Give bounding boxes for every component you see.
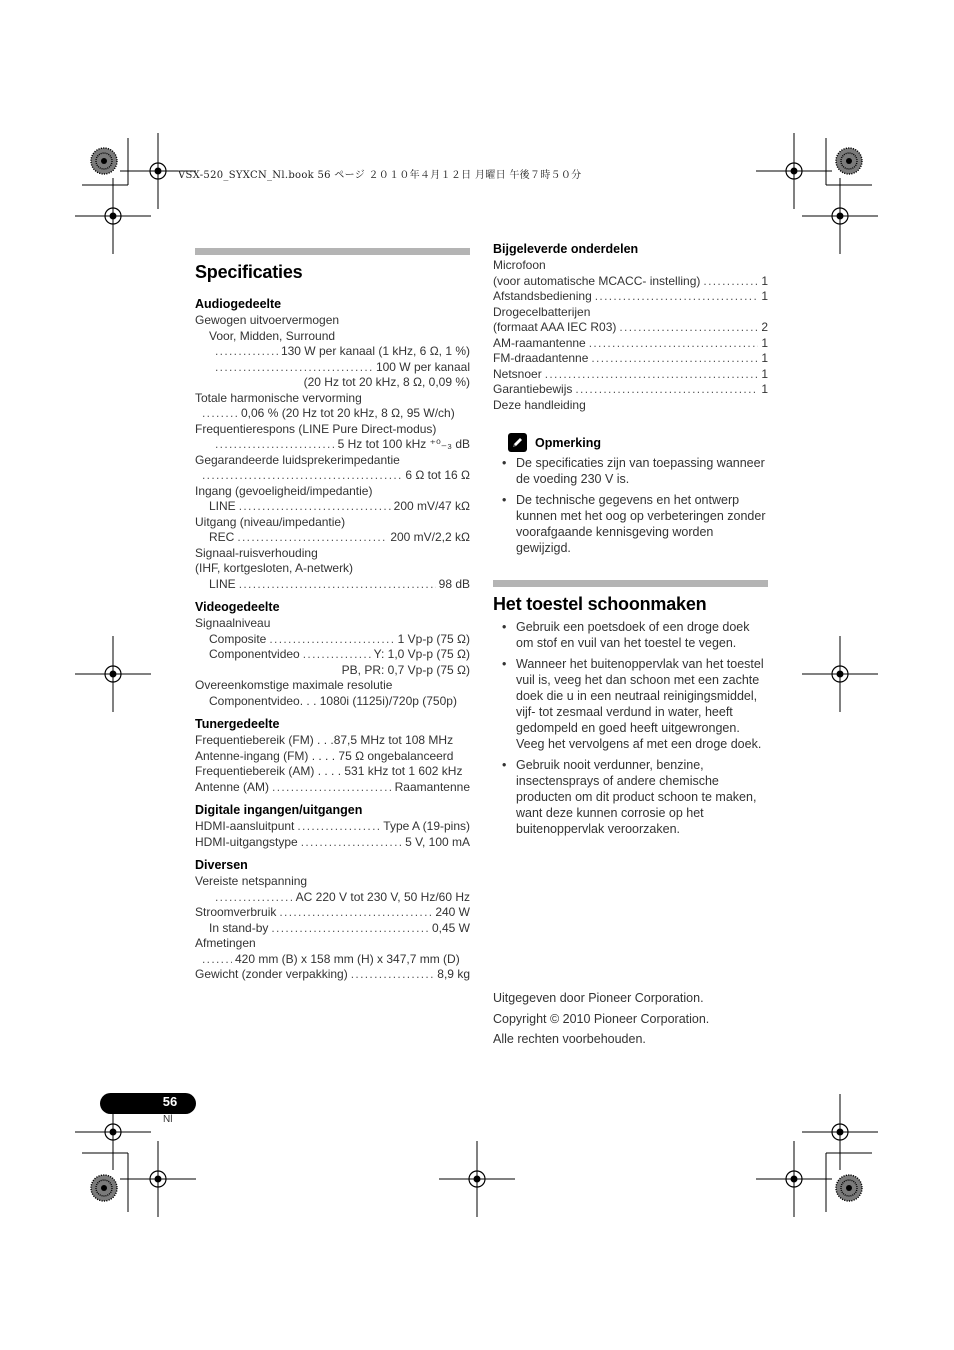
spec-line: Voor, Midden, Surround	[209, 328, 336, 343]
accessory-qty: 1	[761, 335, 768, 350]
spec-line: Signaalniveau	[195, 616, 271, 630]
audio-section	[195, 297, 470, 592]
publisher-info	[493, 988, 709, 1050]
accessory-qty: 2	[761, 320, 768, 334]
spec-line	[195, 890, 470, 906]
tuner-section	[195, 717, 470, 795]
spec-line: Gewogen uitvoervermogen	[195, 313, 340, 327]
accessory-line: Microfoon	[493, 258, 546, 272]
crosshair-mark	[120, 1141, 196, 1217]
spec-line: HDMI-uitgangstype . . . 5 V, 100 mA	[195, 835, 470, 851]
spec-line: Vereiste netspanning	[195, 874, 308, 888]
section-heading: Videogedeelte	[195, 600, 280, 614]
language-code: Nl	[163, 1114, 173, 1125]
spec-value: 420 mm (B) x 158 mm (H) x 347,7 mm (D)	[235, 951, 460, 966]
spec-line: LINE . . . 98 dB	[195, 577, 470, 593]
spec-line: Totale harmonische vervorming	[195, 390, 362, 405]
note-title: Opmerking	[535, 435, 601, 450]
supplied-accessories-section	[493, 242, 768, 413]
rights-line: Alle rechten voorbehouden.	[493, 1032, 646, 1046]
note-item: • De technische gegevens en het ontwerp kunnen met het oog op verbeteringen zonder voorafgaande kennisgeving worden gewijzigd.	[493, 492, 768, 556]
spec-value: 6 Ω tot 16 Ω	[405, 468, 470, 482]
spec-line	[195, 952, 470, 968]
spec-value: 98 dB	[438, 576, 470, 591]
video-section	[195, 600, 470, 709]
spec-line: Antenne-ingang (FM) . . . . 75 Ω ongebalanceerd	[195, 748, 454, 763]
spec-line	[195, 360, 470, 376]
spec-line: (IHF, kortgesloten, A-netwerk)	[195, 561, 354, 575]
spec-line: LINE . . . 200 mV/47 kΩ	[195, 499, 470, 515]
spec-value: 240 W	[435, 905, 470, 919]
spec-line: Stroomverbruik . . . 240 W	[195, 905, 470, 921]
spec-line: REC . . . 200 mV/2,2 kΩ	[195, 530, 470, 546]
section-heading: Audiogedeelte	[195, 297, 282, 311]
section-bar	[493, 580, 768, 587]
accessory-line: Afstandsbediening . . . 1	[493, 289, 768, 305]
note-item: • De specificaties zijn van toepassing wanneer de voeding 230 V is.	[493, 455, 768, 487]
spec-value: Type A (19-pins)	[383, 819, 470, 833]
spec-value: 8,9 kg	[437, 967, 470, 981]
right-column	[493, 238, 768, 842]
spec-line: Composite . . . 1 Vp-p (75 Ω)	[195, 632, 470, 648]
spec-line: (20 Hz tot 20 kHz, 8 Ω, 0,09 %)	[303, 375, 470, 389]
accessory-qty: 1	[761, 382, 768, 396]
accessory-line: FM-draadantenne . . . 1	[493, 351, 768, 367]
misc-section	[195, 858, 470, 983]
crosshair-mark	[75, 178, 151, 254]
spec-value: 1 Vp-p (75 Ω)	[397, 631, 470, 646]
crosshair-mark	[802, 1094, 878, 1170]
spec-line: Componentvideo . . . Y: 1,0 Vp-p (75 Ω)	[195, 647, 470, 663]
spec-line: HDMI-aansluitpunt . . . Type A (19-pins)	[195, 819, 470, 835]
accessory-line: (voor automatische MCACC- instelling) . . . 1	[493, 274, 768, 290]
note-pencil-icon	[508, 433, 527, 452]
section-heading: Digitale ingangen/uitgangen	[195, 803, 363, 817]
accessory-line: Drogecelbatterijen	[493, 304, 591, 319]
accessory-qty: 1	[761, 351, 768, 365]
publisher-line: Uitgegeven door Pioneer Corporation.	[493, 991, 704, 1005]
accessory-qty: 1	[761, 366, 768, 381]
cleaning-item: • Gebruik een poetsdoek of een droge doek om stof en vuil van het toestel te vegen.	[493, 619, 768, 651]
page-number: 56	[162, 1094, 178, 1109]
section-heading: Bijgeleverde onderdelen	[493, 242, 639, 256]
spec-value: AC 220 V tot 230 V, 50 Hz/60 Hz	[295, 889, 470, 904]
spec-line: Ingang (gevoeligheid/impedantie)	[195, 483, 373, 498]
spec-value: Y: 1,0 Vp-p (75 Ω)	[373, 647, 470, 661]
crosshair-mark	[802, 636, 878, 712]
digital-section	[195, 803, 470, 850]
cleaning-item: • Wanneer het buitenoppervlak van het toestel vuil is, veeg het dan schoon met een zachte doek die u in een neutraal reinigingsmiddel, vijf- tot zesmaal verdund in water, heeft gedompeld en goed heeft uitgewrongen. Veeg het vervolgens af met een droge doek.	[493, 656, 768, 752]
crosshair-mark	[802, 178, 878, 254]
spec-line: Overeenkomstige maximale resolutie	[195, 678, 393, 692]
spec-line: Gewicht (zonder verpakking) . . . 8,9 kg	[195, 967, 470, 983]
spec-line: Gegarandeerde luidsprekerimpedantie	[195, 452, 400, 467]
spec-value: 0,45 W	[431, 920, 470, 935]
spec-line: PB, PR: 0,7 Vp-p (75 Ω)	[341, 662, 470, 677]
accessory-qty: 1	[761, 273, 768, 288]
section-title: Het toestel schoonmaken	[493, 594, 707, 614]
spec-line: Signaal-ruisverhouding	[195, 545, 318, 560]
spec-line	[195, 406, 470, 422]
spec-line: Frequentiebereik (FM) . . .87,5 MHz tot 108 MHz	[195, 733, 454, 747]
starburst-mark	[836, 1175, 862, 1201]
accessory-line: (formaat AAA IEC R03) . . . 2	[493, 320, 768, 336]
file-header: VSX-520_SYXCN_Nl.book 56 ページ ２０１０年４月１２日 月曜日 午後７時５０分	[178, 170, 582, 181]
accessory-qty: 1	[761, 289, 768, 303]
spec-line: Afmetingen	[195, 936, 256, 950]
crosshair-mark	[756, 1141, 832, 1217]
spec-line: Antenne (AM) . . . Raamantenne	[195, 780, 470, 796]
crosshair-mark	[75, 636, 151, 712]
cleaning-item: • Gebruik nooit verdunner, benzine, insectensprays of andere chemische producten om dit product schoon te maken, want deze kunnen corrosie op het buitenoppervlak veroorzaken.	[493, 757, 768, 837]
spec-line	[195, 437, 470, 453]
spec-line: Uitgang (niveau/impedantie)	[195, 514, 346, 529]
copyright-line: Copyright © 2010 Pioneer Corporation.	[493, 1011, 710, 1026]
section-heading: Tunergedeelte	[195, 717, 280, 731]
spec-line	[195, 468, 470, 484]
spec-value: 0,06 % (20 Hz tot 20 kHz, 8 Ω, 95 W/ch)	[241, 406, 455, 420]
spec-value: 5 Hz tot 100 kHz ⁺⁰₋₃ dB	[337, 437, 470, 451]
section-bar	[195, 248, 470, 255]
spec-line: In stand-by . . . 0,45 W	[195, 921, 470, 937]
spec-line: Frequentierespons (LINE Pure Direct-modus)	[195, 421, 437, 436]
accessory-line: Netsnoer . . . 1	[493, 367, 768, 383]
starburst-mark	[91, 148, 117, 174]
note-list	[493, 455, 768, 556]
crosshair-mark	[756, 133, 832, 209]
spec-value: 200 mV/2,2 kΩ	[390, 530, 470, 544]
section-heading: Diversen	[195, 858, 248, 872]
starburst-mark	[91, 1175, 117, 1201]
cleaning-list	[493, 619, 768, 837]
accessory-line: Deze handleiding	[493, 397, 586, 412]
spec-line: Componentvideo. . . 1080i (1125i)/720p (750p)	[209, 693, 457, 708]
page-title: Specificaties	[195, 262, 303, 282]
accessory-line: Garantiebewijs . . . 1	[493, 382, 768, 398]
starburst-mark	[836, 148, 862, 174]
spec-value: 5 V, 100 mA	[405, 834, 470, 849]
crosshair-mark	[439, 1141, 515, 1217]
spec-value: Raamantenne	[394, 779, 470, 794]
spec-line	[195, 344, 470, 360]
spec-value: 100 W per kanaal	[375, 359, 470, 374]
spec-line: Frequentiebereik (AM) . . . . 531 kHz tot 1 602 kHz	[195, 764, 463, 778]
spec-value: 200 mV/47 kΩ	[393, 499, 470, 513]
accessory-line: AM-raamantenne . . . 1	[493, 336, 768, 352]
left-column	[195, 248, 470, 991]
spec-value: 130 W per kanaal (1 kHz, 6 Ω, 1 %)	[280, 344, 470, 358]
note-header	[493, 433, 768, 452]
